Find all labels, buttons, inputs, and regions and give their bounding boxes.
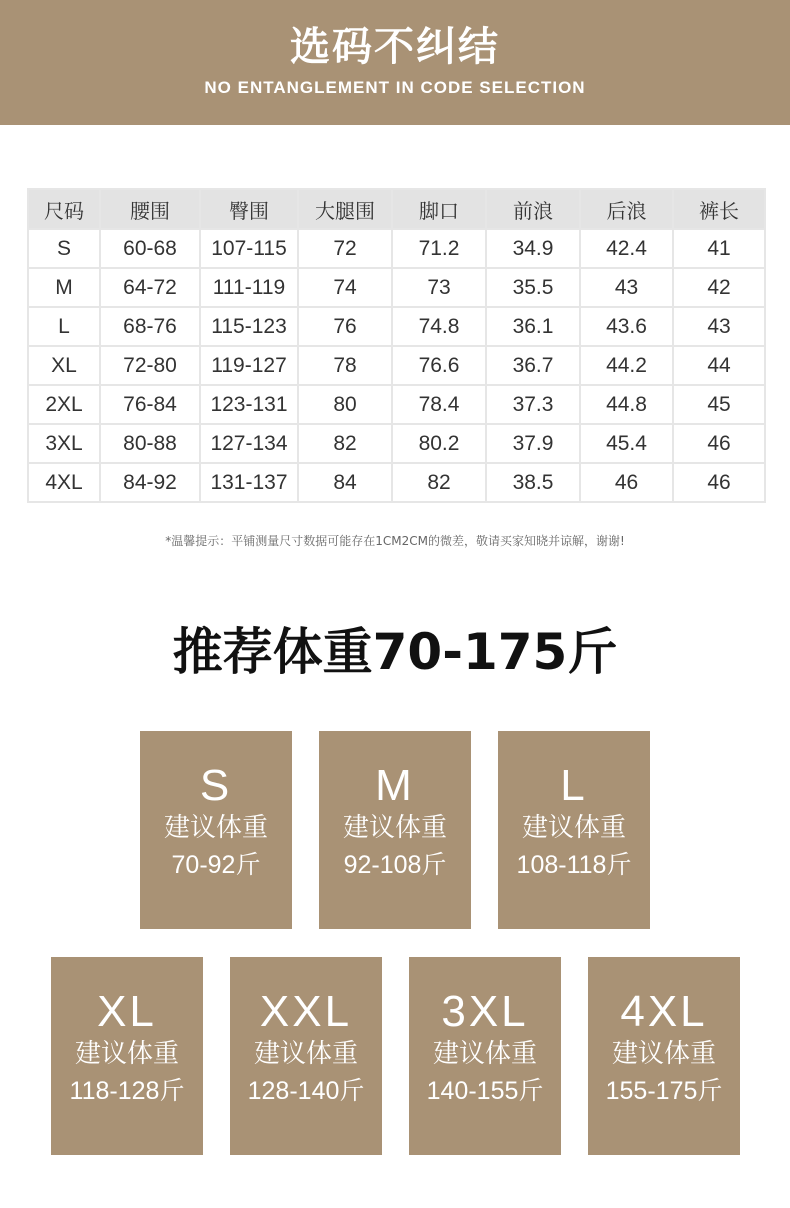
table-cell: 44.2 (580, 346, 673, 385)
weight-card-caption: 建议体重 (432, 1039, 537, 1069)
table-row (28, 385, 765, 424)
table-cell: 44 (673, 346, 765, 385)
weight-card-size: M (375, 761, 415, 810)
weight-card-xxl (230, 957, 382, 1155)
table-cell: 34.9 (486, 229, 580, 268)
table-cell: 115-123 (200, 307, 298, 346)
table-cell: 43 (673, 307, 765, 346)
column-header: 后浪 (580, 189, 673, 229)
weight-card-caption: 建议体重 (342, 813, 447, 843)
table-cell: 2XL (28, 385, 100, 424)
weight-card-range: 140-155斤 (426, 1077, 544, 1105)
weight-card-l (498, 731, 650, 929)
table-cell: 76 (298, 307, 392, 346)
table-cell: 82 (298, 424, 392, 463)
table-cell: 37.3 (486, 385, 580, 424)
weight-card-range: 108-118斤 (516, 851, 632, 879)
table-cell: 127-134 (200, 424, 298, 463)
table-cell: 3XL (28, 424, 100, 463)
column-header: 臀围 (200, 189, 298, 229)
table-cell: 131-137 (200, 463, 298, 502)
table-header-row (28, 189, 765, 229)
table-cell: 76.6 (392, 346, 486, 385)
column-header: 大腿围 (298, 189, 392, 229)
weight-card-4xl (588, 957, 740, 1155)
table-cell: 46 (673, 463, 765, 502)
table-cell: 42.4 (580, 229, 673, 268)
table-cell: XL (28, 346, 100, 385)
weight-card-caption: 建议体重 (163, 813, 268, 843)
table-cell: 41 (673, 229, 765, 268)
table-cell: 38.5 (486, 463, 580, 502)
column-header: 脚口 (392, 189, 486, 229)
table-cell: 46 (580, 463, 673, 502)
table-cell: 43 (580, 268, 673, 307)
table-cell: 84 (298, 463, 392, 502)
table-cell: 4XL (28, 463, 100, 502)
table-cell: 76-84 (100, 385, 200, 424)
table-cell: 71.2 (392, 229, 486, 268)
weight-card-caption: 建议体重 (611, 1039, 716, 1069)
weight-card-xl (51, 957, 203, 1155)
size-chart-table (27, 188, 766, 503)
table-row (28, 346, 765, 385)
table-cell: M (28, 268, 100, 307)
weight-card-range: 128-140斤 (247, 1077, 365, 1105)
weight-card-range: 118-128斤 (69, 1077, 185, 1105)
table-cell: S (28, 229, 100, 268)
column-header: 裤长 (673, 189, 765, 229)
table-cell: 84-92 (100, 463, 200, 502)
table-cell: 43.6 (580, 307, 673, 346)
weight-card-3xl (409, 957, 561, 1155)
table-cell: 44.8 (580, 385, 673, 424)
table-row (28, 424, 765, 463)
recommended-weight-title: 推荐体重70-175斤 (172, 623, 618, 681)
weight-card-size: L (560, 761, 588, 810)
table-cell: 82 (392, 463, 486, 502)
page-title: 选码不纠结 (290, 24, 500, 70)
table-cell: 72 (298, 229, 392, 268)
table-cell: 64-72 (100, 268, 200, 307)
weight-card-caption: 建议体重 (521, 813, 626, 843)
weight-card-size: XXL (259, 987, 353, 1036)
table-cell: 73 (392, 268, 486, 307)
weight-card-m (319, 731, 471, 929)
weight-card-range: 92-108斤 (343, 851, 447, 879)
weight-card-range: 155-175斤 (605, 1077, 723, 1105)
table-row (28, 463, 765, 502)
table-cell: 111-119 (200, 268, 298, 307)
weight-card-size: 3XL (441, 987, 529, 1036)
measurement-note: *温馨提示：平铺测量尺寸数据可能存在1CM2CM的微差，敬请买家知晓并谅解，谢谢! (165, 534, 625, 548)
table-cell: 80.2 (392, 424, 486, 463)
table-cell: 119-127 (200, 346, 298, 385)
column-header: 腰围 (100, 189, 200, 229)
table-cell: 80-88 (100, 424, 200, 463)
weight-card-size: S (199, 761, 233, 810)
table-cell: 60-68 (100, 229, 200, 268)
table-row (28, 268, 765, 307)
table-cell: 74.8 (392, 307, 486, 346)
table-cell: 36.1 (486, 307, 580, 346)
table-cell: 42 (673, 268, 765, 307)
weight-card-caption: 建议体重 (253, 1039, 358, 1069)
table-cell: 74 (298, 268, 392, 307)
column-header: 前浪 (486, 189, 580, 229)
table-cell: 45.4 (580, 424, 673, 463)
page-subtitle: NO ENTANGLEMENT IN CODE SELECTION (204, 78, 586, 97)
header-banner (0, 0, 790, 125)
table-cell: 46 (673, 424, 765, 463)
weight-card-caption: 建议体重 (74, 1039, 179, 1069)
table-cell: 36.7 (486, 346, 580, 385)
table-cell: 123-131 (200, 385, 298, 424)
column-header: 尺码 (28, 189, 100, 229)
table-cell: 80 (298, 385, 392, 424)
table-cell: 68-76 (100, 307, 200, 346)
table-cell: 72-80 (100, 346, 200, 385)
table-cell: L (28, 307, 100, 346)
weight-card-s (140, 731, 292, 929)
table-cell: 37.9 (486, 424, 580, 463)
weight-card-range: 70-92斤 (171, 851, 261, 879)
table-row (28, 307, 765, 346)
table-cell: 45 (673, 385, 765, 424)
table-cell: 78 (298, 346, 392, 385)
table-cell: 78.4 (392, 385, 486, 424)
table-cell: 107-115 (200, 229, 298, 268)
weight-card-size: 4XL (620, 987, 708, 1036)
weight-card-size: XL (97, 987, 157, 1036)
table-row (28, 229, 765, 268)
table-cell: 35.5 (486, 268, 580, 307)
